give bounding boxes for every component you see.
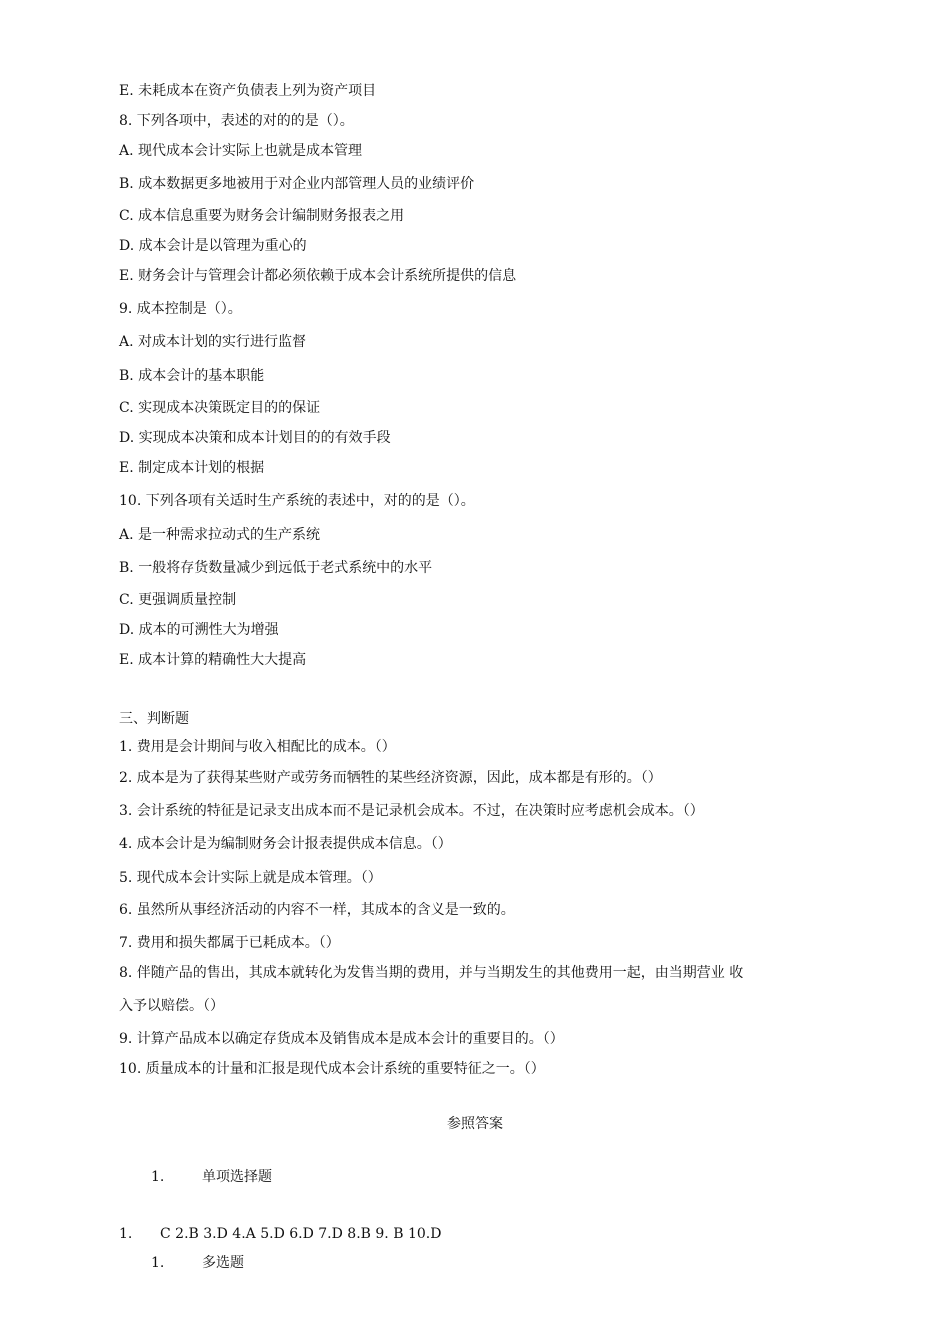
option-line: A. 对成本计划的实行进行监督 <box>119 334 307 350</box>
statement-line: 6. 虽然所从事经济活动的内容不一样，其成本的含义是一致的。 <box>119 902 515 918</box>
section-number: 1. <box>151 1169 165 1185</box>
answer-number: 1. <box>119 1226 133 1242</box>
option-line: A. 是一种需求拉动式的生产系统 <box>119 527 321 543</box>
statement-line: 8. 伴随产品的售出，其成本就转化为发售当期的费用，并与当期发生的其他费用一起，由当期营业 收 <box>119 965 744 981</box>
single-choice-answers: C 2.B 3.D 4.A 5.D 6.D 7.D 8.B 9. B 10.D <box>160 1226 442 1242</box>
question-8: 8. 下列各项中，表述的对的的是（）。 <box>119 113 354 129</box>
statement-line: 10. 质量成本的计量和汇报是现代成本会计系统的重要特征之一。（） <box>119 1061 545 1077</box>
statement-line: 9. 计算产品成本以确定存货成本及销售成本是成本会计的重要目的。（） <box>119 1031 564 1047</box>
section-label-multiple-choice: 多选题 <box>202 1255 244 1271</box>
option-line: A. 现代成本会计实际上也就是成本管理 <box>119 143 363 159</box>
statement-line: 3. 会计系统的特征是记录支出成本而不是记录机会成本。不过，在决策时应考虑机会成本。（） <box>119 803 704 819</box>
statement-line: 4. 成本会计是为编制财务会计报表提供成本信息。（） <box>119 836 452 852</box>
section-label-single-choice: 单项选择题 <box>202 1169 272 1185</box>
option-line: D. 成本的可溯性大为增强 <box>119 622 279 638</box>
option-line: D. 成本会计是以管理为重心的 <box>119 238 307 254</box>
question-9: 9. 成本控制是（）。 <box>119 301 242 317</box>
option-line: C. 更强调质量控制 <box>119 592 237 608</box>
section-number: 1. <box>151 1255 165 1271</box>
statement-line: 1. 费用是会计期间与收入相配比的成本。（） <box>119 739 396 755</box>
statement-line: 2. 成本是为了获得某些财产或劳务而牺牲的某些经济资源，因此，成本都是有形的。（） <box>119 770 662 786</box>
statement-line-continued: 入予以赔偿。（） <box>119 998 224 1014</box>
option-line: E. 成本计算的精确性大大提高 <box>119 652 307 668</box>
option-line: D. 实现成本决策和成本计划目的的有效手段 <box>119 430 391 446</box>
text-line: E. 未耗成本在资产负债表上列为资产项目 <box>119 83 377 99</box>
statement-line: 5. 现代成本会计实际上就是成本管理。（） <box>119 870 382 886</box>
option-line: C. 实现成本决策既定目的的保证 <box>119 400 321 416</box>
statement-line: 7. 费用和损失都属于已耗成本。（） <box>119 935 340 951</box>
option-line: B. 成本会计的基本职能 <box>119 368 265 384</box>
option-line: E. 财务会计与管理会计都必须依赖于成本会计系统所提供的信息 <box>119 268 517 284</box>
option-line: E. 制定成本计划的根据 <box>119 460 265 476</box>
answers-title: 参照答案 <box>447 1116 503 1132</box>
option-line: B. 一般将存货数量减少到远低于老式系统中的水平 <box>119 560 433 576</box>
section-heading-true-false: 三、判断题 <box>119 711 189 727</box>
question-10: 10. 下列各项有关适时生产系统的表述中，对的的是（）。 <box>119 493 475 509</box>
option-line: B. 成本数据更多地被用于对企业内部管理人员的业绩评价 <box>119 176 475 192</box>
option-line: C. 成本信息重要为财务会计编制财务报表之用 <box>119 208 405 224</box>
